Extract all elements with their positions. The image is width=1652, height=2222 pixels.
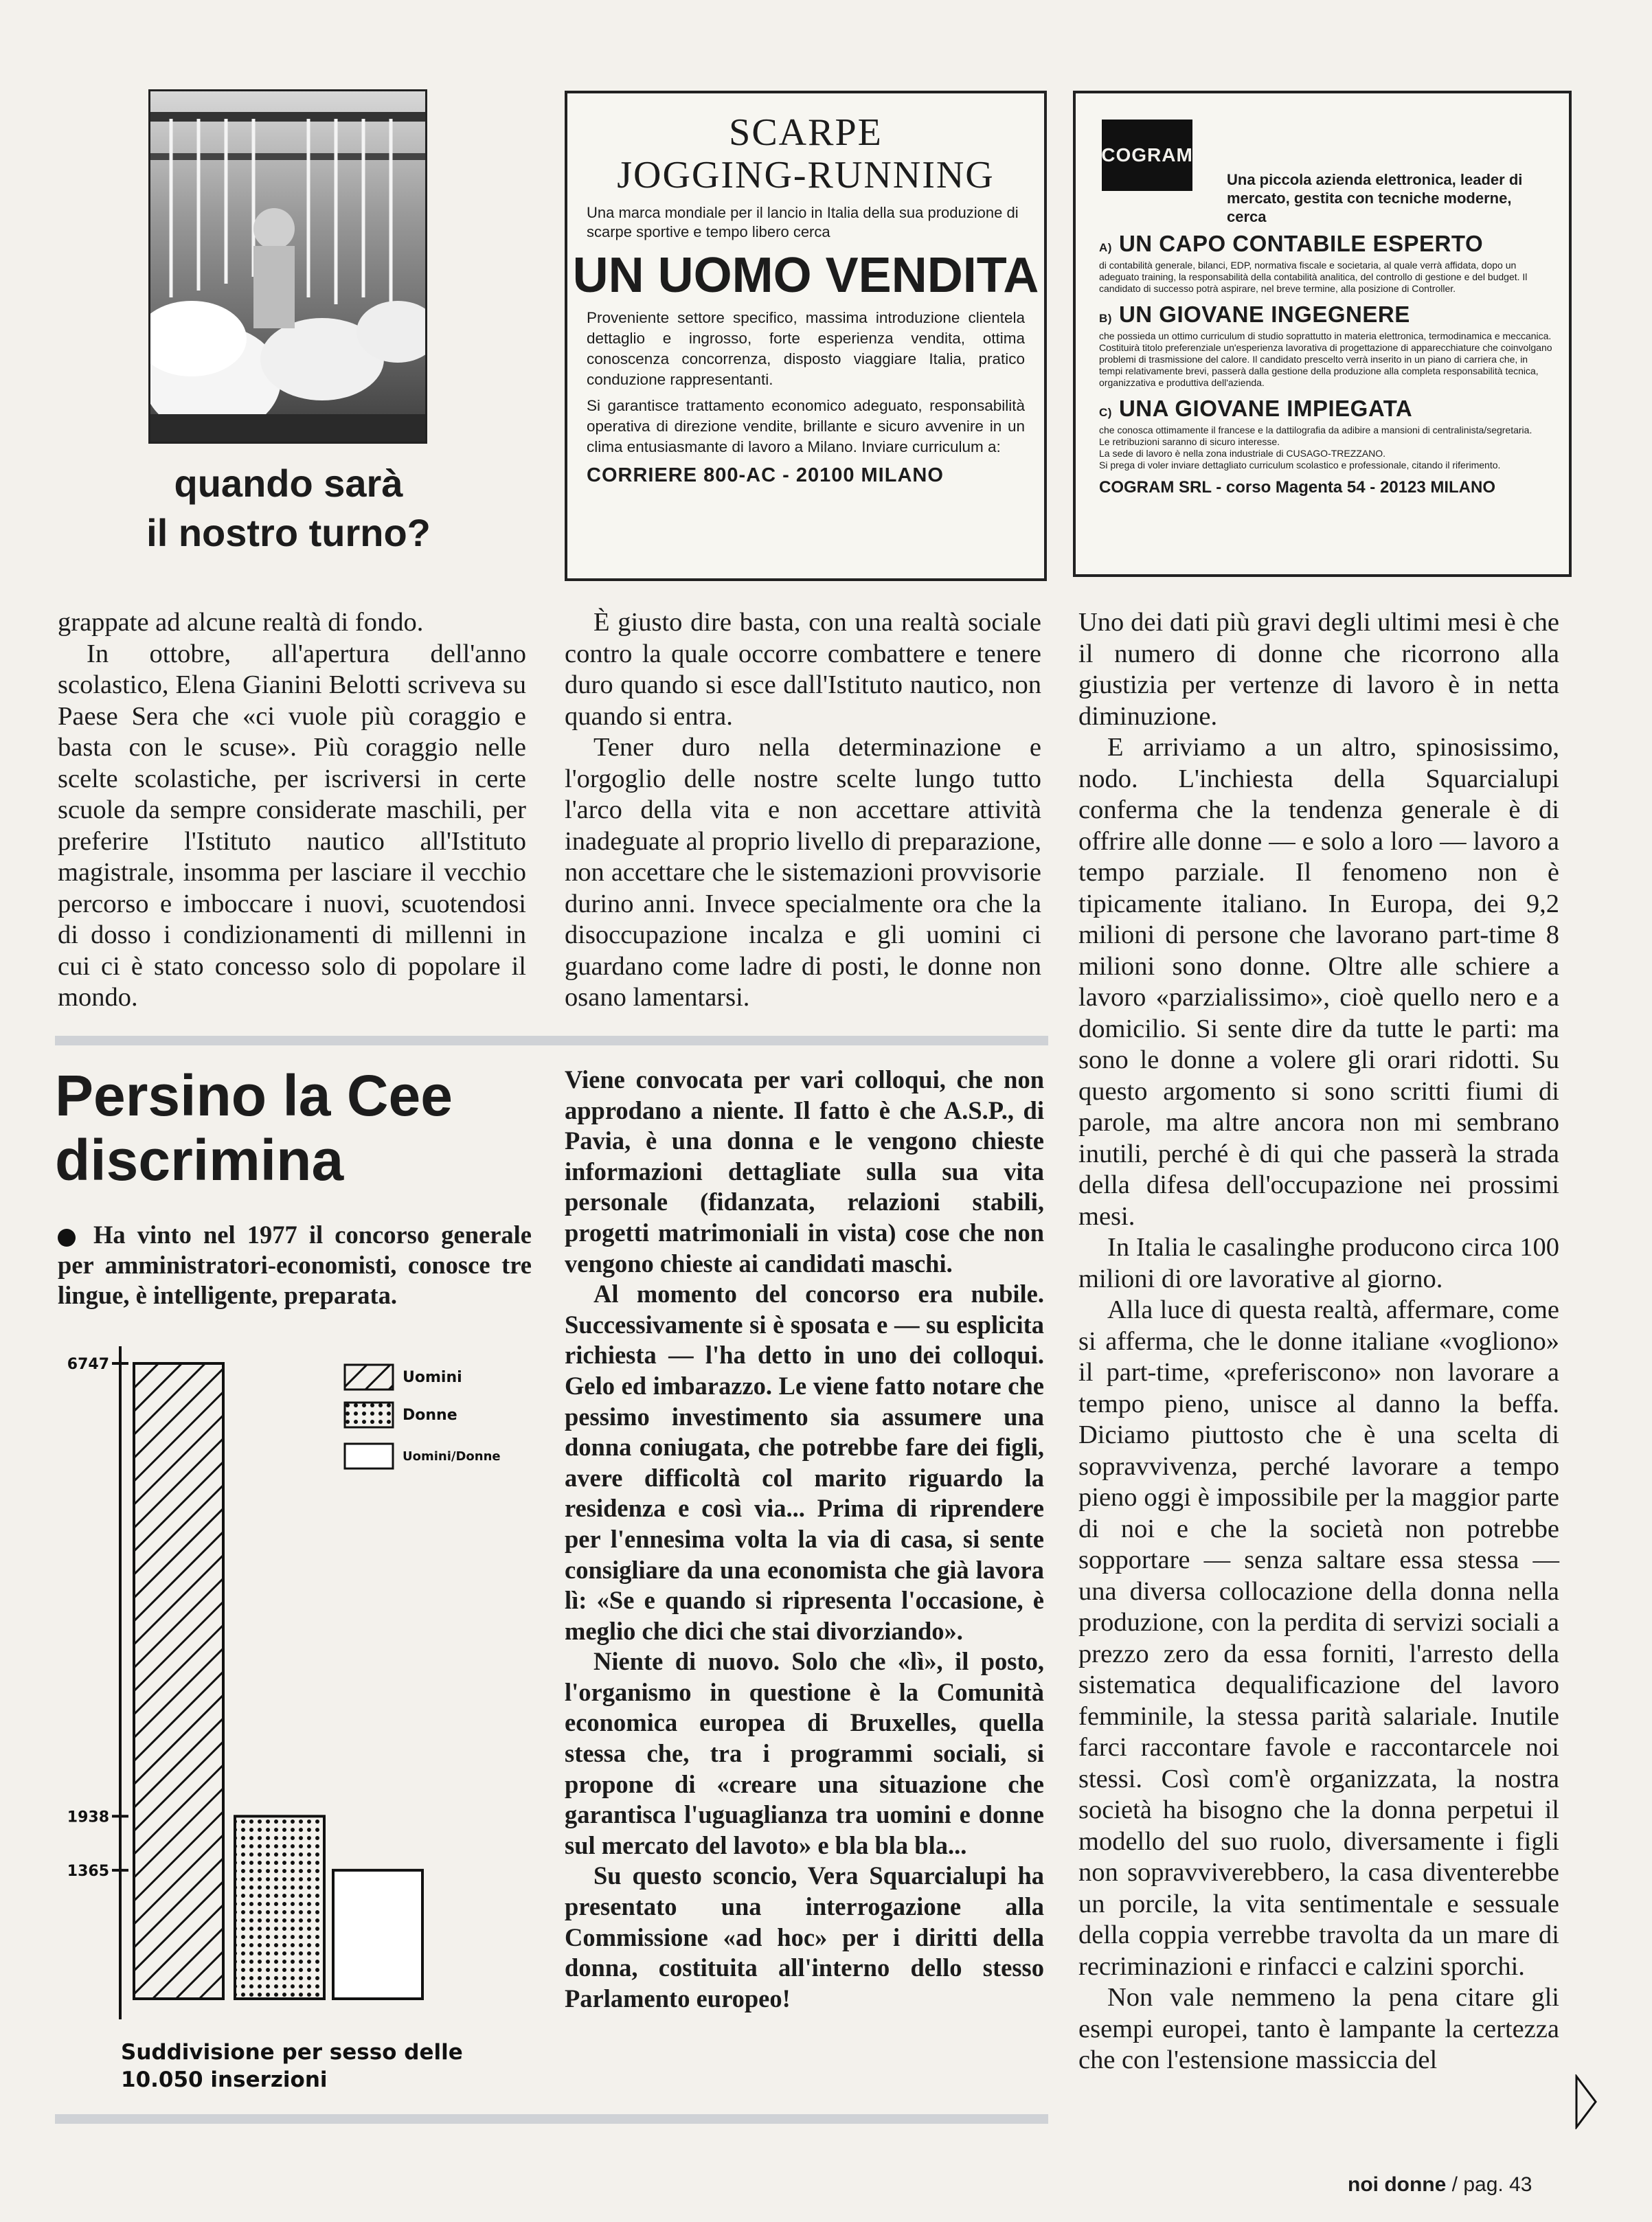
right-column (1078, 607, 1559, 2076)
ad-scarpe (565, 91, 1047, 581)
cogram-positions (1099, 224, 1552, 497)
cogram-contact: COGRAM SRL - corso Magenta 54 - 20123 MILANO (1099, 478, 1496, 497)
ad-scarpe-contact: CORRIERE 800-AC - 20100 MILANO (587, 464, 944, 486)
factory-photo-drawing (150, 91, 425, 442)
intro-headline (103, 459, 474, 558)
continue-arrow-icon (1574, 2074, 1598, 2129)
legend-item-donne (343, 1394, 550, 1436)
factory-photo (148, 89, 427, 444)
sidebar-bottom-rule (55, 2114, 1048, 2124)
cogram-position-a-title: UN CAPO CONTABILE ESPERTO (1118, 231, 1484, 256)
chart-caption-line1: Suddivisione per sesso delle (121, 2040, 463, 2065)
right-col-paragraph5: Non vale nemmeno la pena citare gli esempi europei, tanto è lampante la certezza che con l'estensione massiccia del (1078, 1983, 1559, 2074)
cogram-note3: Si prega di voler inviare dettagliato curriculum scolastico e professionale, citando il riferimento. (1099, 460, 1501, 471)
ad-cogram (1073, 91, 1572, 577)
intro-headline-line2: il nostro turno? (146, 511, 431, 554)
top-col1-paragraph2: In ottobre, all'apertura dell'anno scolastico, Elena Gianini Belotti scriveva su Paese Sera che «ci vuole più coraggio e basta con le scuse». Più coraggio nelle scelte scolastiche, per iscriversi in certe scuole da sempre considerate maschili, per preferire l'Istituto nautico all'Istituto magistrale, insomma per lasciare il vecchio percorso e imboccare i nuovi, scuotendosi di dosso i condizionamenti di millenni in cui ci è stato concesso solo di popolare il mondo. (58, 639, 526, 1012)
cogram-position-c-text: che conosca ottimamente il francese e la dattilografia da adibire a mansioni di centralinista/segretaria. (1099, 424, 1532, 435)
cogram-position-a-letter: A) (1099, 241, 1112, 254)
right-col-paragraph3: In Italia le casalinghe producono circa 100 milioni di ore lavorative al giorno. (1078, 1233, 1559, 1293)
legend-label-uomini-donne: Uomini/Donne (403, 1449, 501, 1464)
page-footer (1348, 2173, 1532, 2197)
right-col-paragraph4: Alla luce di questa realtà, affermare, come si afferma, che le donne italiane «vogliono» il part-time, «preferiscono» non lavorare a tempo pieno, unisce al danno la beffa. Diciamo piuttosto che è una scelta di sopravvivenza, perché lavorare a tempo pieno oggi è impossibile per la maggior parte di noi e che la società non potrebbe sopportare — senza saltare essa stessa — una diversa collocazione della donna nella produzione, con la perdita di servizi sociali a prezzo zero da essa forniti, l'arresto della sistematica dequalificazione del lavoro femminile, la stessa parità salariale. Inutile farci raccontare favole e raccontarcele noi stessi. Così com'è organizzata, la nostra società ha bisogno che la donna perpetui il modello del suo ruolo, diversamente i figli non sopravviverebbero, la casa diventerebbe un porcile, la vita sentimentale e sessuale della coppia verrebbe travolta da un mare di recriminazioni e rinfacci e calzini sporchi. (1078, 1295, 1559, 1981)
ad-scarpe-title-line1: SCARPE (729, 111, 883, 154)
intro-headline-line1: quando sarà (174, 462, 403, 505)
sidebar-col2-paragraph4: Su questo sconcio, Vera Squarcialupi ha presentato una interrogazione alla Commissione «ad hoc» per i diritti della donna, costituita all'interno dello stesso Parlamento europeo! (565, 1861, 1044, 2013)
cogram-intro: Una piccola azienda elettronica, leader di mercato, gestita con tecniche moderne, cerca (1227, 171, 1523, 225)
top-col2-paragraph2: Tener duro nella determinazione e l'orgoglio delle nostre scelte lungo tutto l'arco della vita e non accettare attività inadeguate al proprio livello di preparazione, non accettare che le sistemazioni provvisorie durino anni. Invece specialmente ora che la disoccupazione incalza e gli uomini ci guardano come ladre di posti, le donne non osano lamentarsi. (565, 733, 1041, 1012)
chart-tick-label-0: 6747 (67, 1356, 109, 1373)
sidebar-col2-paragraph3: Niente di nuovo. Solo che «lì», il posto, l'organismo in questione è la Comunità economica europea di Bruxelles, quella stessa che, tra i programmi sociali, si propone di «creare una situazione che garantisca l'uguaglianza tra uomini e donne sul mercato del lavoto» e bla bla bla... (565, 1647, 1044, 1859)
chart-tick-label-1: 1938 (67, 1809, 109, 1826)
legend-item-uomini-donne (343, 1436, 550, 1477)
sidebar-headline-line2: discrimina (55, 1128, 344, 1192)
sidebar-headline-line1: Persino la Cee (55, 1063, 453, 1128)
ad-scarpe-headline: UN UOMO VENDITA (572, 248, 1039, 303)
cogram-position-a-text: di contabilità generale, bilanci, EDP, normativa fiscale e societaria, al quale verrà affidata, dopo un adeguato training, la responsabilità della contabilità analitica, del controllo di gestione e del budget. Il candidato di successo potrà aspirare, nel breve termine, alla posizione di Controller. (1099, 260, 1528, 294)
ad-scarpe-title-line2: JOGGING-RUNNING (617, 154, 995, 196)
sidebar-column-2 (565, 1065, 1044, 2014)
chart-bar-uomini (134, 1363, 223, 1999)
cogram-position-b-title: UN GIOVANE INGEGNERE (1118, 302, 1410, 327)
cogram-position-b-letter: B) (1099, 312, 1112, 325)
cogram-position-c-letter: C) (1099, 406, 1112, 419)
chart-bar-donne (235, 1816, 324, 1999)
sidebar-lead (58, 1220, 532, 1311)
ad-scarpe-title (567, 111, 1044, 196)
cogram-note1: Le retribuzioni saranno di sicuro interesse. (1099, 436, 1280, 447)
legend-swatch-uomini (343, 1363, 394, 1391)
page-number: / pag. 43 (1451, 2173, 1532, 2196)
ad-scarpe-body1: Proveniente settore specifico, massima introduzione clientela dettaglio e ingrosso, forte esperienza vendita, ottima conoscenza concorrenza, disposto viaggiare Italia, pratico conduzione rappresentanti. (587, 309, 1025, 388)
top-col1-paragraph1: grappate ad alcune realtà di fondo. (58, 608, 424, 637)
cogram-position-b-text: che possieda un ottimo curriculum di studio soprattutto in materia elettronica, termodinamica e meccanica. Costituirà titolo preferenziale un'esperienza lavorativa di progettazione di apparecchiature che coinvolgano problemi di trasmissione del calore. Il candidato prescelto verrà inserito in un piano di carriera che, in tempi relativamente brevi, passerà dalla gestione della produzione alla completa responsabilità tecnica, organizzativa e produttiva dell'azienda. (1099, 330, 1552, 388)
right-col-paragraph2: E arriviamo a un altro, spinosissimo, nodo. L'inchiesta della Squarcialupi conferma che la tendenza generale è di offrire alle donne — e solo a loro — lavoro a tempo parziale. Il fenomeno non è tipicamente italiano. In Europa, dei 9,2 milioni di persone che lavorano part-time 8 milioni sono donne. Oltre alle schiere a lavoro «parzialissimo», cioè quello nero e a domicilio. Si sente dire da tutte le parti: ma sono le donne a volere gli orari ridotti. Su questo argomento si sono scritti fiumi di parole, ma altre ancora non mi sembrano inutili, perché è di qui che passerà la strada della difesa dell'occupazione nei prossimi mesi. (1078, 733, 1559, 1231)
legend-label-donne: Donne (403, 1406, 457, 1424)
chart-caption-line2: 10.050 inserzioni (121, 2067, 328, 2092)
cogram-position-b (1099, 302, 1552, 328)
top-col2-paragraph1: È giusto dire basta, con una realtà sociale contro la quale occorre combattere e tenere duro quando si esce dall'Istituto nautico, non quando si entra. (565, 608, 1041, 731)
legend-label-uomini: Uomini (403, 1368, 462, 1386)
cogram-logo: COGRAM (1102, 120, 1192, 191)
cogram-position-c (1099, 396, 1552, 422)
bullet-icon (58, 1229, 76, 1247)
top-column-1 (58, 607, 526, 1014)
cogram-position-a (1099, 231, 1552, 257)
sidebar-lead-text: Ha vinto nel 1977 il concorso generale per amministratori-economisti, conosce tre lingue, è intelligente, preparata. (58, 1221, 532, 1309)
sidebar-col2-paragraph1: Viene convocata per vari colloqui, che non approdano a niente. Il fatto è che A.S.P., di Pavia, è una donna e le vengono chieste informazioni dettagliate sulla sua vita personale (fidanzata, relazioni stabili, progetti matrimoniali in vista) cose che non vengono chieste ai candidati maschi. (565, 1065, 1044, 1278)
cogram-note2: La sede di lavoro è nella zona industriale di CUSAGO-TREZZANO. (1099, 448, 1386, 459)
top-column-2 (565, 607, 1041, 1014)
legend-swatch-donne (343, 1401, 394, 1429)
ad-scarpe-intro: Una marca mondiale per il lancio in Italia della sua produzione di scarpe sportive e tempo libero cerca (587, 204, 1019, 240)
chart-legend (343, 1360, 550, 1477)
magazine-name: noi donne (1348, 2173, 1447, 2196)
legend-item-uomini (343, 1360, 550, 1394)
sidebar-top-rule (55, 1036, 1048, 1045)
chart-bar-uomini-donne (333, 1870, 422, 1999)
cogram-position-c-title: UNA GIOVANE IMPIEGATA (1118, 396, 1413, 421)
sidebar-headline (55, 1063, 550, 1192)
chart-tick-label-2: 1365 (67, 1862, 109, 1880)
ad-scarpe-body2: Si garantisce trattamento economico adeguato, responsabilità operativa di direzione vendite, brillante e sicuro avvenire in un clima entusiasmante di lavoro a Milano. Inviare curriculum a: (587, 397, 1025, 455)
chart-caption (121, 2039, 533, 2094)
right-col-paragraph1: Uno dei dati più gravi degli ultimi mesi è che il numero di donne che ricorrono alla giustizia per vertenze di lavoro è in netta diminuzione. (1078, 608, 1559, 731)
sidebar-col2-paragraph2: Al momento del concorso era nubile. Successivamente si è sposata e — su esplicita richiesta — l'ha detto in uno dei colloqui. Gelo ed imbarazzo. Le viene fatto notare che pessimo investimento sia assumere una donna coniugata, che potrebbe fare dei figli, avere difficoltà col marito riguardo la residenza e così via... Prima di riprendere per l'ennesima volta la via di casa, si sente consigliare da una economista che già lavora lì: «Se e quando si ripresenta l'occasione, è meglio che dici che stai divorziando». (565, 1280, 1044, 1645)
legend-swatch-uomini-donne (343, 1442, 394, 1470)
